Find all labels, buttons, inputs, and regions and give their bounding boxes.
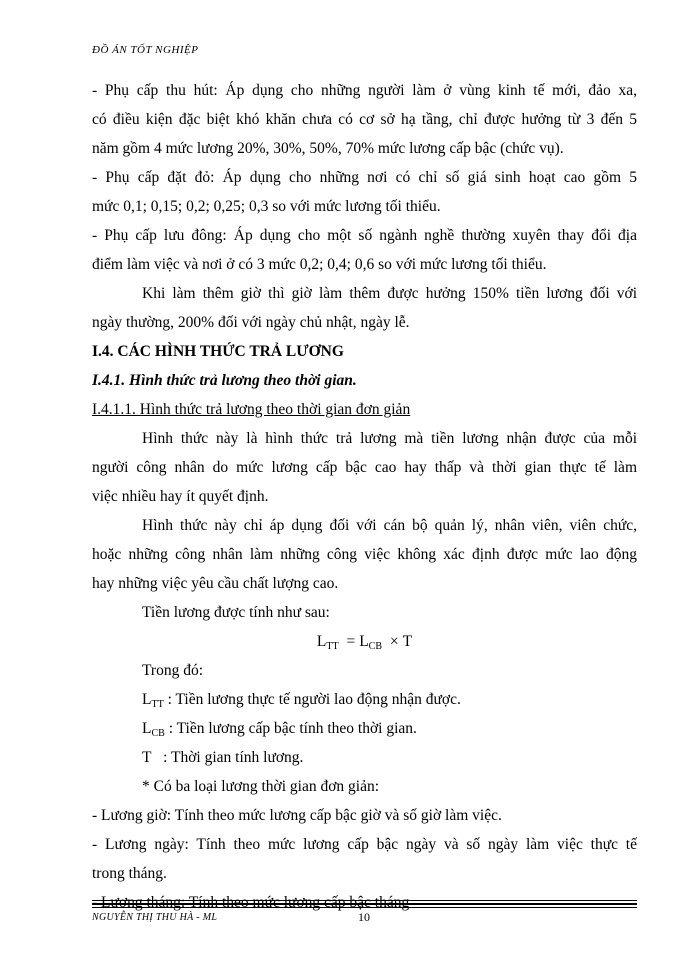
text-line: trong tháng. <box>92 865 167 882</box>
formula-eq: = <box>346 633 356 650</box>
text-line: ngày thường, 200% đối với ngày chủ nhật, ngày lễ. <box>92 314 410 331</box>
footer-divider <box>92 907 637 908</box>
footer-author: NGUYỄN THỊ THU HÀ - ML <box>92 912 218 923</box>
def-text: : Tiền lương thực tế người lao động nhận được. <box>167 691 461 708</box>
text-line: việc nhiều hay ít quyết định. <box>92 488 269 505</box>
formula-op: × <box>389 633 399 650</box>
def-symbol: L <box>142 691 152 708</box>
text-line: Trong đó: <box>142 662 204 679</box>
text-line: - Lương tháng: Tính theo mức lương cấp bậc tháng <box>92 894 410 911</box>
text-line: điểm làm việc và nơi ở có 3 mức 0,2; 0,4; 0,6 so với mức lương tối thiểu. <box>92 256 547 273</box>
subsubsection-heading: I.4.1.1. Hình thức trả lương theo thời gian đơn giản <box>92 401 411 418</box>
text-line: - Phụ cấp lưu đông: Áp dụng cho một số ngành nghề thường xuyên thay đổi địa <box>92 227 637 244</box>
def-symbol-sub: TT <box>151 699 164 710</box>
formula-t: T <box>402 633 413 650</box>
definition-line <box>92 743 637 772</box>
text-line: có điều kiện đặc biệt khó khăn chưa có cơ sở hạ tầng, chỉ được hưởng từ 3 đến 5 <box>92 111 637 128</box>
definition-line <box>92 714 637 743</box>
text-line: Khi làm thêm giờ thì giờ làm thêm được hưởng 150% tiền lương đối với <box>142 285 637 302</box>
def-symbol: T <box>142 749 152 766</box>
text-line: Tiền lương được tính như sau: <box>142 604 330 621</box>
text-line: hay những việc yêu cầu chất lượng cao. <box>92 575 339 592</box>
text-line: - Lương ngày: Tính theo mức lương cấp bậc ngày và số ngày làm việc thực tế <box>92 836 637 853</box>
page-number: 10 <box>358 910 370 924</box>
formula-rhs: L <box>359 633 369 650</box>
footer-divider <box>92 900 637 901</box>
formula <box>92 627 637 656</box>
def-symbol-sub: CB <box>151 728 165 739</box>
text-line: - Lương giờ: Tính theo mức lương cấp bậc giờ và số giờ làm việc. <box>92 807 502 824</box>
text-line: Hình thức này là hình thức trả lương mà tiền lương nhận được của mỗi <box>142 430 637 447</box>
text-line: * Có ba loại lương thời gian đơn giản: <box>142 778 380 795</box>
text-line: người công nhân do mức lương cấp bậc cao hay thấp và thời gian thực tế làm <box>92 459 637 476</box>
text-line: mức 0,1; 0,15; 0,2; 0,25; 0,3 so với mức lương tối thiểu. <box>92 198 441 215</box>
text-line: - Phụ cấp thu hút: Áp dụng cho những người làm ở vùng kinh tế mới, đảo xa, <box>92 82 637 99</box>
def-text: : Thời gian tính lương. <box>163 749 304 766</box>
def-symbol: L <box>142 720 152 737</box>
formula-lhs: L <box>316 633 327 650</box>
text-line: - Phụ cấp đặt đỏ: Áp dụng cho những nơi có chỉ số giá sinh hoạt cao gồm 5 <box>92 169 637 186</box>
def-text: : Tiền lương cấp bậc tính theo thời gian. <box>168 720 417 737</box>
formula-rhs-sub: CB <box>368 641 383 652</box>
formula-lhs-sub: TT <box>326 641 339 652</box>
text-line: hoặc những công nhân làm những công việc không xác định được mức lao động <box>92 546 637 563</box>
section-heading: I.4. CÁC HÌNH THỨC TRẢ LƯƠNG <box>92 343 344 360</box>
definition-line <box>92 685 637 714</box>
subsection-heading: I.4.1. Hình thức trả lương theo thời gian. <box>92 372 357 389</box>
page-header: ĐỒ ÁN TỐT NGHIỆP <box>92 44 199 56</box>
text-line: Hình thức này chỉ áp dụng đối với cán bộ quản lý, nhân viên, viên chức, <box>142 517 637 534</box>
document-body <box>92 76 637 917</box>
footer-divider <box>92 903 637 905</box>
text-line: năm gồm 4 mức lương 20%, 30%, 50%, 70% mức lương cấp bậc (chức vụ). <box>92 140 564 157</box>
